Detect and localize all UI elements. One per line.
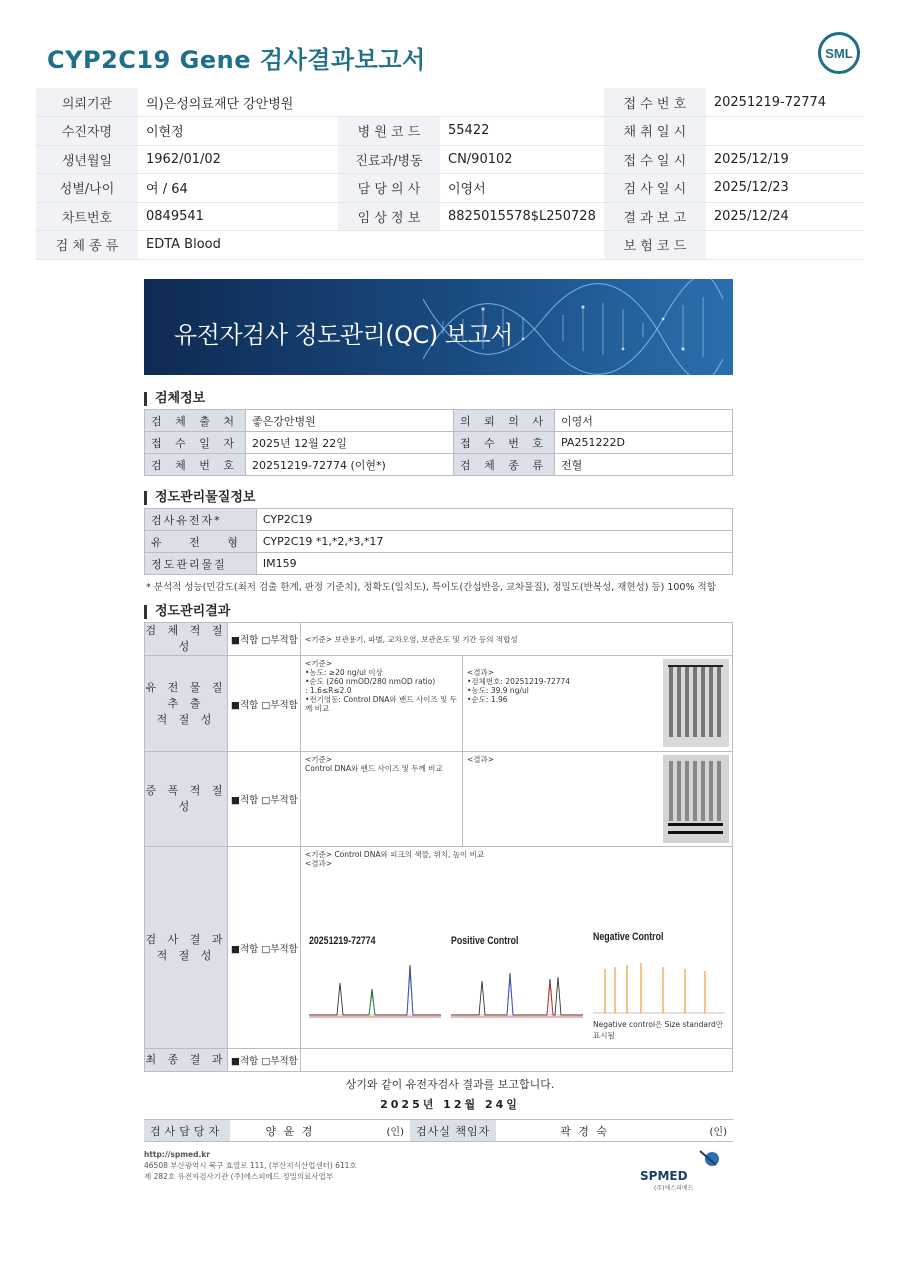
info-label: 접 수 번 호 (604, 88, 706, 117)
gel-image-extraction (663, 659, 729, 747)
qc-criteria: <기준> 보관용기, 파별, 교차오염, 보관온도 및 기간 등의 적합성 (301, 623, 733, 656)
qcm-label: 검사유전자* (145, 509, 257, 531)
spec-value: PA251222D (555, 432, 733, 454)
qc-banner (144, 279, 733, 375)
qcm-value: CYP2C19 (256, 509, 732, 531)
qc-label-line1: 검 사 결 과 (145, 932, 227, 946)
spec-value: 이영서 (555, 410, 733, 432)
peak-title-sample: 20251219-72774 (309, 935, 376, 947)
qc-result-table (144, 622, 733, 1072)
info-label: 병 원 코 드 (338, 117, 440, 146)
info-label: 채 취 일 시 (604, 117, 706, 146)
spec-label: 접 수 일 자 (145, 432, 246, 454)
final-result-blank (301, 1049, 733, 1072)
info-label: 차트번호 (36, 202, 138, 231)
electropherogram-positive (451, 955, 583, 1021)
spmed-brand: SPMED (640, 1169, 688, 1183)
negative-note: Negative control은 Size standard만 표시됨 (593, 1020, 723, 1040)
info-value (706, 231, 864, 260)
spmed-sub: (주)에스피메드 (654, 1185, 694, 1192)
sig-name: 양 윤 경 (230, 1120, 350, 1142)
spec-label: 검 체 출 처 (145, 410, 246, 432)
qc-label: 최 종 결 과 (145, 1049, 228, 1072)
qc-label (145, 656, 228, 752)
peak-title-negative: Negative Control (593, 931, 664, 943)
qcm-label: 유 전 형 (145, 531, 257, 553)
spec-label: 검 체 번 호 (145, 454, 246, 476)
qc-result-text: <결과> (467, 755, 495, 764)
qc-label: 증 폭 적 절 성 (145, 752, 228, 847)
info-value: 20251219-72774 (706, 88, 864, 117)
info-value: 2025/12/19 (706, 145, 864, 174)
info-value: 0849541 (138, 202, 338, 231)
qcm-value: CYP2C19 *1,*2,*3,*17 (256, 531, 732, 553)
info-label: 생년월일 (36, 145, 138, 174)
qc-status: ■적합 □부적합 (228, 847, 301, 1049)
gel-image-amplification (663, 755, 729, 843)
qcm-value: IM159 (256, 553, 732, 575)
section-title-qcresult: 정도관리결과 (144, 605, 230, 619)
info-label: 성별/나이 (36, 174, 138, 203)
spec-label: 접 수 번 호 (454, 432, 555, 454)
qc-criteria: <기준> Control DNA와 밴드 사이즈 및 두께 비교 (301, 752, 463, 847)
electropherogram-negative (593, 949, 725, 1019)
website: http://spmed.kr (144, 1150, 210, 1159)
info-label: 접 수 일 시 (604, 145, 706, 174)
performance-note: * 분석적 성능(민감도(최저 검출 한계, 판정 기준치), 정확도(일치도), 특이도(간섭반응, 교차물질), 정밀도(반복성, 재현성) 등) 100% 적합 (146, 582, 716, 593)
qc-result (463, 656, 733, 752)
info-value: 여 / 64 (138, 174, 338, 203)
qc-material-table (144, 508, 733, 575)
info-label: 임 상 정 보 (338, 202, 440, 231)
spec-label: 검 체 종 류 (454, 454, 555, 476)
info-value: EDTA Blood (138, 231, 604, 260)
report-title: CYP2C19 Gene 검사결과보고서 (47, 46, 426, 74)
info-label: 수진자명 (36, 117, 138, 146)
spec-value: 좋은강안병원 (246, 410, 454, 432)
qc-result-peaks (301, 847, 733, 1049)
address-block (144, 1149, 357, 1182)
spec-value: 2025년 12월 22일 (246, 432, 454, 454)
info-label: 의뢰기관 (36, 88, 138, 117)
sig-seal: (인) (350, 1120, 410, 1142)
info-value: 이영서 (440, 174, 604, 203)
info-value: 2025/12/23 (706, 174, 864, 203)
report-statement: 상기와 같이 유전자검사 결과를 보고합니다. (345, 1078, 555, 1091)
banner-title: 유전자검사 정도관리(QC) 보고서 (174, 321, 513, 349)
peak-title-positive: Positive Control (451, 935, 519, 947)
info-label: 담 당 의 사 (338, 174, 440, 203)
info-value: 55422 (440, 117, 604, 146)
info-label: 검 체 종 류 (36, 231, 138, 260)
info-label: 결 과 보 고 (604, 202, 706, 231)
qc-status: ■적합 □부적합 (228, 1049, 301, 1072)
info-value: 1962/01/02 (138, 145, 338, 174)
qc-label: 검 체 적 절 성 (145, 623, 228, 656)
info-value: 의)은성의료재단 강안병원 (138, 88, 604, 117)
qc-result (463, 752, 733, 847)
qc-label (145, 847, 228, 1049)
info-label: 검 사 일 시 (604, 174, 706, 203)
spec-value: 전혈 (555, 454, 733, 476)
registration-line: 제 282호 유전자검사기관 (주)에스피메드 정밀의료사업부 (144, 1172, 334, 1181)
spec-label: 의 뢰 의 사 (454, 410, 555, 432)
electropherogram-sample (309, 955, 441, 1021)
info-value: 2025/12/24 (706, 202, 864, 231)
qc-status: ■적합 □부적합 (228, 623, 301, 656)
spmed-mark-icon (640, 1147, 730, 1171)
info-value: 8825015578$L250728 (440, 202, 604, 231)
spmed-logo (640, 1147, 730, 1192)
qc-label-line2: 적 절 성 (156, 948, 216, 962)
qcm-label: 정도관리물질 (145, 553, 257, 575)
info-value: 이현정 (138, 117, 338, 146)
info-value (706, 117, 864, 146)
sml-logo: SML (818, 32, 860, 74)
sig-label: 검사실 책임자 (410, 1120, 496, 1142)
specimen-table (144, 409, 733, 476)
spec-value: 20251219-72774 (이현*) (246, 454, 454, 476)
section-title-specimen: 검체정보 (144, 392, 205, 406)
signature-table (144, 1119, 733, 1142)
qc-status: ■적합 □부적합 (228, 656, 301, 752)
patient-info-table (36, 88, 864, 260)
report-date: 2025년 12월 24일 (380, 1098, 520, 1111)
sig-name: 곽 경 숙 (496, 1120, 673, 1142)
qc-criteria: <기준> Control DNA와 피크의 색깔, 위치, 높이 비교 <결과> (305, 850, 485, 868)
qc-label-line1: 유 전 물 질 추 출 (145, 680, 227, 710)
sig-label: 검사담당자 (144, 1120, 230, 1142)
qc-result-text: <결과> •검체번호: 20251219-72774 •농도: 39.9 ng/ul •순도: 1.96 (467, 668, 571, 704)
section-title-qcmaterial: 정도관리물질정보 (144, 491, 255, 505)
qc-criteria: <기준> •농도: ≥20 ng/ul 이상 •순도 (260 nmOD/280 nmOD ratio) : 1.6≤R≤2.0 •전기영동: Control DNA와 밴드 사이즈 및 두께 비교 (301, 656, 463, 752)
qc-label-line2: 적 절 성 (156, 712, 216, 726)
address-line: 46508 부산광역시 북구 효열로 111, (부산지식산업센터) 611호 (144, 1161, 357, 1170)
info-label: 진료과/병동 (338, 145, 440, 174)
info-label: 보 험 코 드 (604, 231, 706, 260)
info-value: CN/90102 (440, 145, 604, 174)
sig-seal: (인) (673, 1120, 733, 1142)
qc-status: ■적합 □부적합 (228, 752, 301, 847)
